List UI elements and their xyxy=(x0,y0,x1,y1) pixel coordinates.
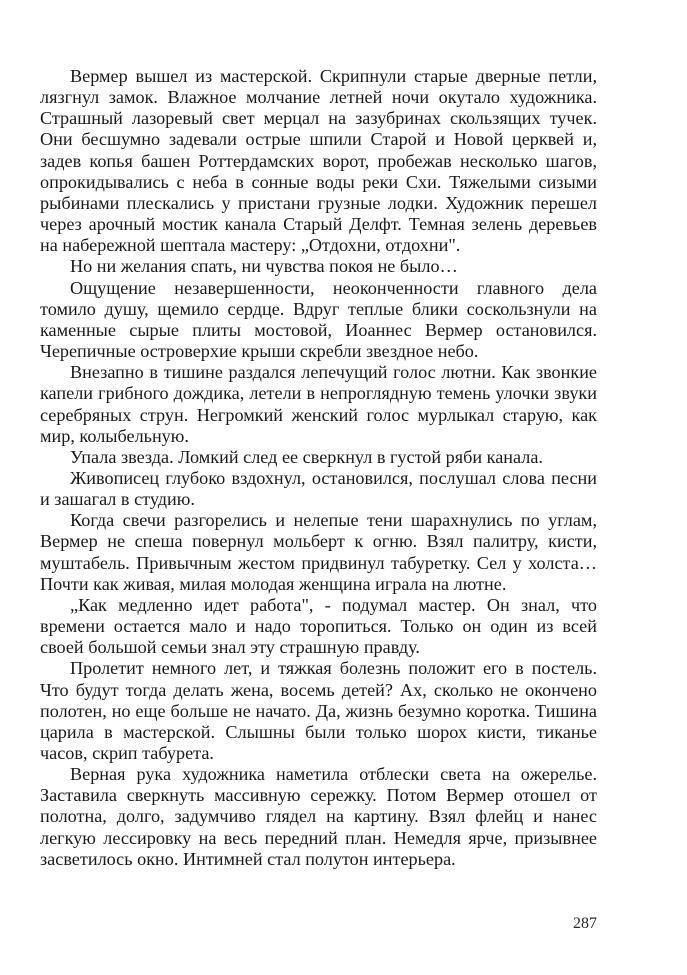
paragraph-6: Живописец глубоко вздохнул, остановился, послушал слова песни и зашагал в студию. xyxy=(40,467,597,510)
paragraph-4: Внезапно в тишине раздался лепечущий голос лютни. Как звонкие капели грибного дождика, летели в непроглядную темень улочки звуки серебряных струн. Негромкий женский голос мурлыкал старую, как мир, колыбельную. xyxy=(40,362,597,446)
paragraph-1: Вермер вышел из мастерской. Скрипнули старые дверные петли, лязгнул замок. Влажное молчание летней ночи окутало художника. Страшный лазоревый свет мерцал на зазубринах скользящих тучек. Они бесшумно задевали острые шпили Старой и Новой церквей и, задев копья башен Роттердамских ворот, пробежав несколько шагов, опрокидывались с неба в сонные воды реки Схи. Тяжелыми сизыми рыбинами плескались у пристани грузные лодки. Художник перешел через арочный мостик канала Старый Делфт. Темная зелень деревьев на набережной шептала мастеру: „Отдохни, отдохни". xyxy=(40,66,597,256)
paragraph-2: Но ни желания спать, ни чувства покоя не было… xyxy=(70,256,458,277)
paragraph-9: Пролетит немного лет, и тяжкая болезнь положит его в постель. Что будут тогда делать жена, восемь детей? Ах, сколько не окончено полотен, но еще больше не начато. Да, жизнь безумно коротка. Тишина царила в мастерской. Слышны были только шорох кисти, тиканье часов, скрип табурета. xyxy=(40,658,597,763)
paragraph-5: Упала звезда. Ломкий след ее сверкнул в густой ряби канала. xyxy=(70,446,543,467)
paragraph-10: Верная рука художника наметила отблески света на ожерелье. Заставила сверкнуть массивную сережку. Потом Вермер отошел от полотна, долго, задумчиво глядел на картину. Взял флейц и нанес легкую лессировку на весь передний план. Немедля ярче, призывнее засветилось окно. Интимней стал полутон интерьера. xyxy=(40,764,597,869)
page-body xyxy=(40,66,597,870)
paragraph-3: Ощущение незавершенности, неоконченности главного дела томило душу, щемило сердце. Вдруг теплые блики соскользнули на каменные сырые плиты мостовой, Иоаннес Вермер остановился. Черепичные островерхие крыши скребли звездное небо. xyxy=(40,277,597,362)
paragraph-7: Когда свечи разгорелись и нелепые тени шарахнулись по углам, Вермер не спеша повернул мольберт к огню. Взял палитру, кисти, муштабель. Привычным жестом придвинул табуретку. Сел у холста… Почти как живая, милая молодая женщина играла на лютне. xyxy=(40,510,597,594)
paragraph-8: „Как медленно идет работа", - подумал мастер. Он знал, что времени остается мало и надо торопиться. Только он один из всей своей большой семьи знал эту страшную правду. xyxy=(40,594,597,658)
page-number: 287 xyxy=(573,915,597,932)
